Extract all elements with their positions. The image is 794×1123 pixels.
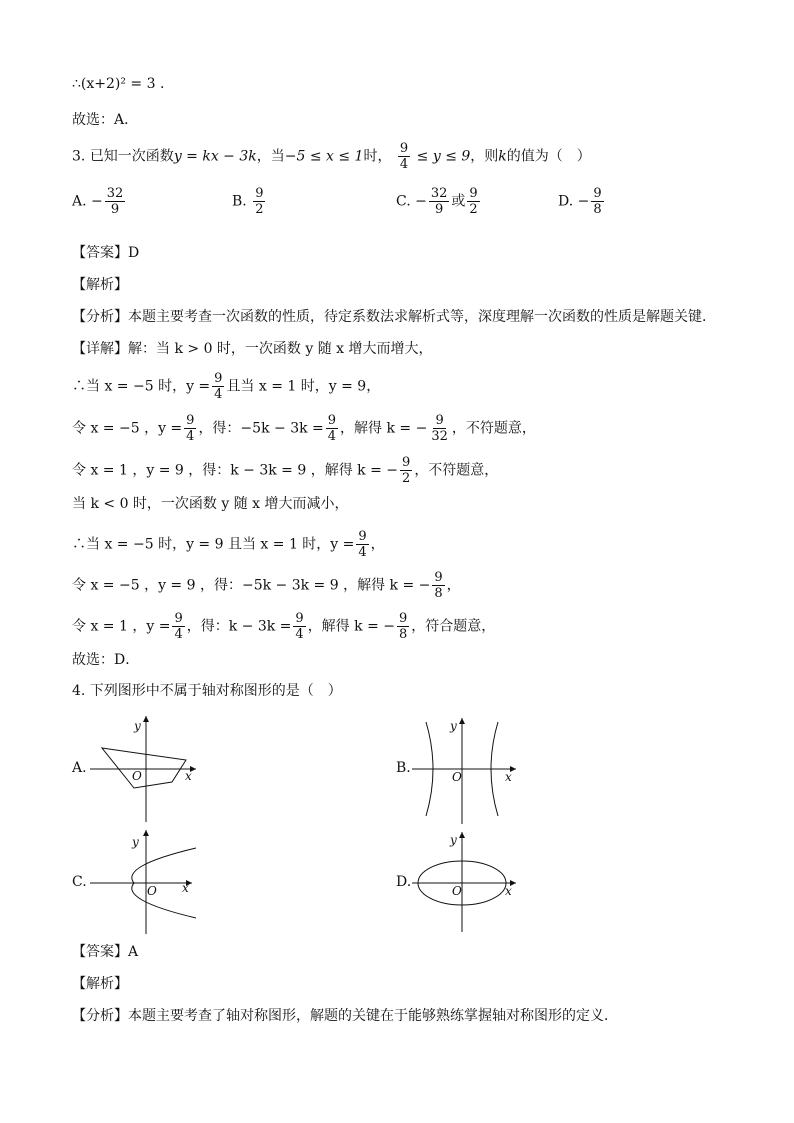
fig-c-graph bbox=[90, 826, 200, 936]
q4-answer: 【答案】A bbox=[72, 944, 139, 960]
q4-stem: 4. 下列图形中不属于轴对称图形的是（ ） bbox=[72, 683, 342, 699]
q3-frac-9-4: $\frac{9}{4}$ bbox=[399, 141, 409, 172]
fig-d-graph bbox=[412, 828, 522, 934]
fig-d-label: D. bbox=[396, 874, 412, 890]
q3-range-x: −5 ≤ x ≤ 1 bbox=[284, 148, 364, 165]
q3-stem bbox=[72, 141, 591, 172]
fig-a-y-arrow bbox=[143, 716, 149, 722]
q3-stem-d: ，则 bbox=[470, 148, 499, 165]
fig-a-graph bbox=[90, 712, 200, 824]
fig-b-origin: O bbox=[452, 770, 462, 784]
fig-d-y-arrow bbox=[459, 832, 465, 838]
fig-a-label: A. bbox=[72, 760, 87, 776]
fig-c-y-label: y bbox=[132, 835, 139, 849]
q3-detail-1: 【详解】解：当 k > 0 时，一次函数 y 随 x 增大而增大， bbox=[72, 341, 433, 357]
q3-detail-2: ∴当 x = −5 时，y = $\frac{9}{4}$ 且当 x = 1 时，y = 9， bbox=[72, 371, 381, 402]
fig-d-y-label: y bbox=[450, 833, 457, 847]
therefore-line: ∴(x+2)² = 3 . bbox=[72, 76, 165, 92]
q3-k: k bbox=[498, 148, 507, 165]
q4-analysis-title: 【解析】 bbox=[72, 976, 128, 992]
q3-detail-4: 令 x = 1 ，y = 9 ，得：k − 3k = 9 ，解得 k = − $\frac{9}{2}$ ，不符题意， bbox=[72, 455, 499, 486]
q3-stem-c: 时， bbox=[363, 148, 392, 165]
fig-b-y-arrow bbox=[459, 718, 465, 724]
q3-analysis-title: 【解析】 bbox=[72, 277, 128, 293]
q3-number: 3. bbox=[72, 148, 86, 165]
q3-option-a: A. − $\frac{32}{9}$ bbox=[72, 186, 124, 217]
q3-stem-e: 的值为（ ） bbox=[506, 148, 591, 165]
q3-stem-b: ，当 bbox=[256, 148, 285, 165]
q3-option-d: D. − $\frac{9}{8}$ bbox=[558, 186, 602, 217]
fig-a-x-label: x bbox=[185, 769, 192, 783]
fig-b-graph bbox=[412, 714, 522, 826]
q3-detail-6: ∴当 x = −5 时，y = 9 且当 x = 1 时，y = $\frac{9}{4}$ ， bbox=[72, 529, 385, 560]
q3-option-b: B. $\frac{9}{2}$ bbox=[232, 186, 264, 217]
q3-option-c: C. − $\frac{32}{9}$ 或 $\frac{9}{2}$ bbox=[396, 186, 478, 217]
fig-a-origin: O bbox=[132, 769, 142, 783]
fig-c-y-arrow bbox=[143, 830, 149, 836]
q3-func: y = kx − 3k bbox=[173, 148, 257, 165]
q3-range-y: ≤ y ≤ 9 bbox=[416, 148, 471, 165]
choice-a-line: 故选：A． bbox=[72, 112, 139, 128]
q3-detail-3: 令 x = −5 ，y = $\frac{9}{4}$ ，得：−5k − 3k = $\frac{9}{4}$ ，解得 k = − $\frac{9}{32}$ ，不符题意， bbox=[72, 413, 536, 444]
fig-a-quadrilateral bbox=[102, 748, 186, 788]
fig-d-x-label: x bbox=[505, 884, 512, 898]
fig-d-origin: O bbox=[452, 884, 462, 898]
q3-detail-8: 令 x = 1 ，y = $\frac{9}{4}$ ，得：k − 3k = $\frac{9}{4}$ ，解得 k = − $\frac{9}{8}$ ，符合题意， bbox=[72, 611, 496, 642]
q3-stem-a: 已知一次函数 bbox=[89, 148, 174, 165]
q3-answer: 【答案】D bbox=[72, 245, 140, 261]
fig-a-y-label: y bbox=[134, 719, 141, 733]
q3-analysis: 【分析】本题主要考查一次函数的性质，待定系数法求解析式等，深度理解一次函数的性质是解题关键． bbox=[72, 309, 716, 325]
fig-b-y-label: y bbox=[450, 719, 457, 733]
fig-b-label: B. bbox=[396, 760, 411, 776]
fig-c-x-label: x bbox=[182, 881, 189, 895]
fig-c-origin: O bbox=[147, 884, 157, 898]
fig-c-label: C. bbox=[72, 874, 87, 890]
q3-detail-7: 令 x = −5 ，y = 9 ，得：−5k − 3k = 9 ，解得 k = − $\frac{9}{8}$ ， bbox=[72, 570, 461, 601]
q3-detail-5: 当 k < 0 时，一次函数 y 随 x 增大而减小， bbox=[72, 496, 349, 512]
fig-b-x-label: x bbox=[505, 770, 512, 784]
q3-conclusion: 故选：D． bbox=[72, 652, 140, 668]
q4-analysis: 【分析】本题主要考查了轴对称图形，解题的关键在于能够熟练掌握轴对称图形的定义． bbox=[72, 1008, 618, 1024]
